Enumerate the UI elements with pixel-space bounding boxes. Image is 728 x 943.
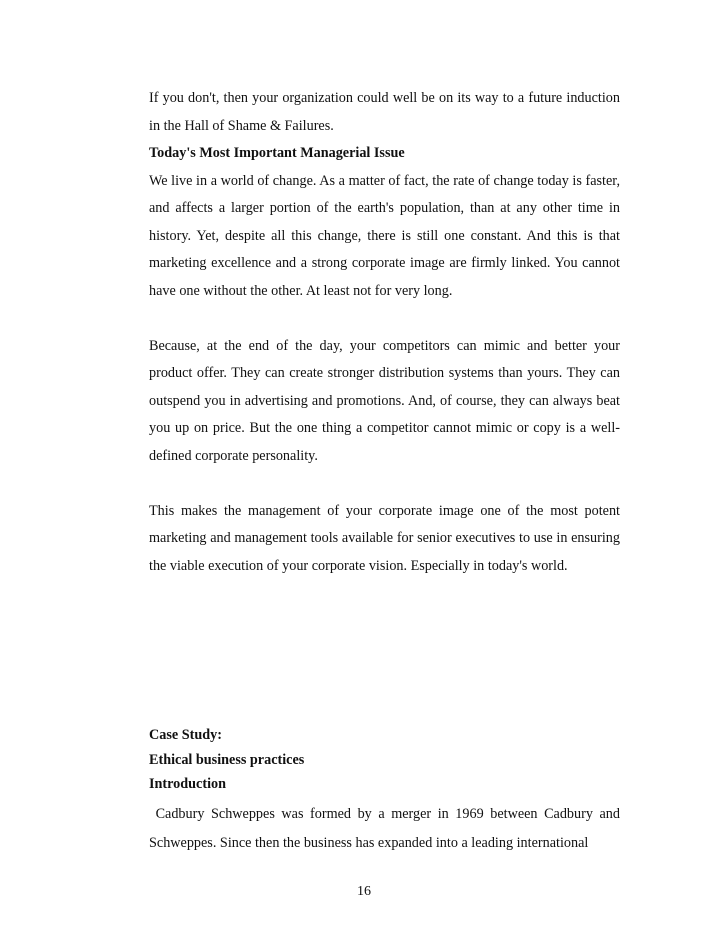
- main-text-block: [149, 85, 620, 580]
- competitors-paragraph: Because, at the end of the day, your competitors can mimic and better your product offer. They can create stronger distribution systems than yours. They can outspend you in advertising and promotions. And, of course, they can always beat you up on price. But the one thing a competitor cannot mimic or copy is a well-defined corporate personality.: [149, 337, 620, 464]
- managerial-issue-paragraph: We live in a world of change. As a matter of fact, the rate of change today is faster, and affects a larger portion of the earth's population, than at any other time in history. Yet, despite all this change, there is still one constant. And this is that marketing excellence and a strong corporate image are firmly linked. You cannot have one without the other. At least not for very long.: [149, 172, 620, 299]
- introduction-heading: Introduction: [149, 776, 226, 792]
- case-study-block: [149, 723, 624, 858]
- managerial-issue-heading: Today's Most Important Managerial Issue: [149, 145, 405, 161]
- page-number: 16: [357, 884, 371, 899]
- intro-paragraph: If you don't, then your organization could well be on its way to a future induction in the Hall of Shame & Failures.: [149, 90, 620, 134]
- corporate-image-paragraph: This makes the management of your corporate image one of the most potent marketing and management tools available for senior executives to use in ensuring the viable execution of your corporate vision. Especially in today's world.: [149, 502, 620, 574]
- introduction-paragraph: Cadbury Schweppes was formed by a merger in 1969 between Cadbury and Schweppes. Since then the business has expanded into a leading international: [149, 805, 624, 851]
- case-study-title: Case Study:: [149, 727, 222, 743]
- case-study-subtitle: Ethical business practices: [149, 751, 305, 768]
